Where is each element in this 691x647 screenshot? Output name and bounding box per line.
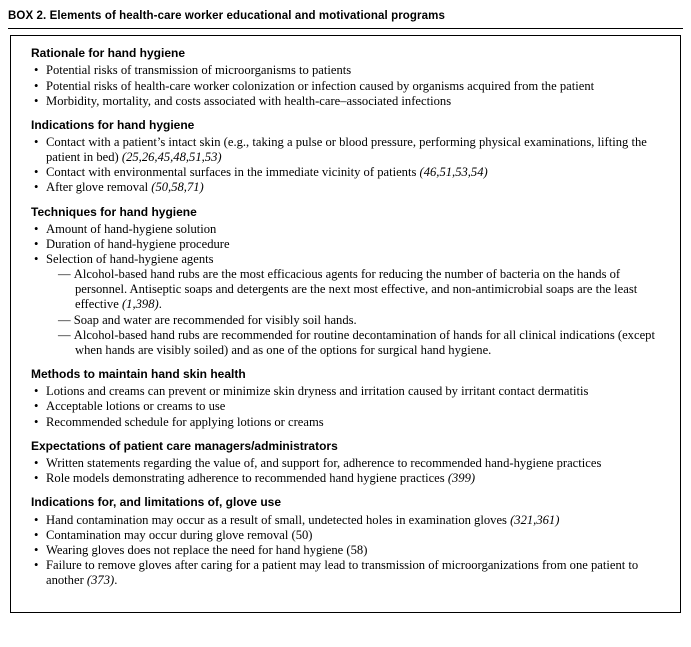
- bullet-item: [31, 79, 666, 94]
- section: [31, 495, 666, 588]
- bullet-item: [31, 94, 666, 109]
- citation: (399): [447, 471, 476, 486]
- citation: (46,51,53,54): [419, 165, 488, 180]
- section: [31, 118, 666, 196]
- box-title: BOX 2. Elements of health-care worker educational and motivational programs: [8, 10, 445, 22]
- bullet-item: [31, 415, 666, 430]
- item-text: Role models demonstrating adherence to recommended hand hygiene practices: [46, 471, 448, 486]
- section-heading: Methods to maintain hand skin health: [31, 366, 246, 381]
- bullet-item: [31, 471, 666, 486]
- bullet-item: [31, 513, 666, 528]
- bullet-item: [31, 528, 666, 543]
- bullet-item: [31, 222, 666, 237]
- bullet-item: [31, 558, 666, 588]
- bullet-item: [31, 399, 666, 414]
- item-text: Duration of hand-hygiene procedure: [46, 237, 230, 252]
- bullet-item: [31, 135, 666, 165]
- citation: (373): [86, 573, 115, 588]
- citation: (25,26,45,48,51,53): [121, 150, 222, 165]
- item-text: After glove removal: [46, 180, 152, 195]
- bullet-item: [31, 63, 666, 78]
- section-heading: Techniques for hand hygiene: [31, 204, 197, 219]
- section-heading: Indications for hand hygiene: [31, 117, 195, 132]
- item-tail: .: [114, 573, 118, 588]
- item-text: Potential risks of health-care worker colonization or infection caused by organisms acquired from the patient: [46, 78, 595, 93]
- bullet-item: [31, 543, 666, 558]
- item-text: Wearing gloves does not replace the need for hand hygiene (58): [46, 542, 368, 557]
- item-text: Contact with a patient’s intact skin (e.g., taking a pulse or blood pressure, performing physical examinations, lifting the patient in bed): [46, 135, 647, 165]
- item-text: Alcohol-based hand rubs are the most efficacious agents for reducing the number of bacteria on the hands of personnel. Antiseptic soaps and detergents are the next most effective, and non-antimicrobial soaps are the least effective: [73, 267, 638, 312]
- item-text: Potential risks of transmission of microorganisms to patients: [46, 63, 352, 78]
- section: [31, 205, 666, 358]
- section: [31, 439, 666, 487]
- item-text: Morbidity, mortality, and costs associated with health-care–associated infections: [46, 93, 452, 108]
- section-heading: Indications for, and limitations of, glove use: [31, 495, 282, 510]
- section: [31, 46, 666, 109]
- item-text: Failure to remove gloves after caring for a patient may lead to transmission of microorganizations from one patient to another: [46, 557, 639, 588]
- item-text: Hand contamination may occur as a result of small, undetected holes in examination gloves: [46, 512, 511, 527]
- dash-item: [31, 328, 666, 358]
- item-text: Written statements regarding the value of, and support for, adherence to recommended hand-hygiene practices: [46, 456, 602, 471]
- item-text: Amount of hand-hygiene solution: [46, 221, 217, 236]
- item-text: Recommended schedule for applying lotions or creams: [46, 414, 324, 429]
- dash-item: [31, 267, 666, 312]
- bullet-item: [31, 237, 666, 252]
- citation: (50,58,71): [151, 180, 204, 195]
- bullet-item: [31, 252, 666, 267]
- bullet-item: [31, 180, 666, 195]
- section-heading: Rationale for hand hygiene: [31, 46, 186, 60]
- citation: (1,398): [121, 297, 159, 312]
- item-text: Lotions and creams can prevent or minimize skin dryness and irritation caused by irritant contact dermatitis: [46, 384, 589, 399]
- content-box: [10, 35, 681, 613]
- bullet-item: [31, 384, 666, 399]
- dash-item: [31, 313, 666, 328]
- section-heading: Expectations of patient care managers/administrators: [31, 438, 338, 453]
- item-text: Soap and water are recommended for visibly soil hands.: [73, 312, 357, 327]
- citation: (321,361): [510, 512, 560, 527]
- item-text: Alcohol-based hand rubs are recommended for routine decontamination of hands for all clinical indications (except when hands are visibly soiled) and as one of the options for surgical hand hygiene.: [73, 327, 655, 357]
- section: [31, 367, 666, 430]
- title-divider: [8, 28, 683, 29]
- item-text: Contamination may occur during glove removal (50): [46, 527, 313, 542]
- item-text: Contact with environmental surfaces in the immediate vicinity of patients: [46, 165, 420, 180]
- item-text: Acceptable lotions or creams to use: [46, 399, 226, 414]
- item-tail: .: [158, 297, 162, 312]
- bullet-item: [31, 456, 666, 471]
- bullet-item: [31, 165, 666, 180]
- item-text: Selection of hand-hygiene agents: [46, 252, 214, 267]
